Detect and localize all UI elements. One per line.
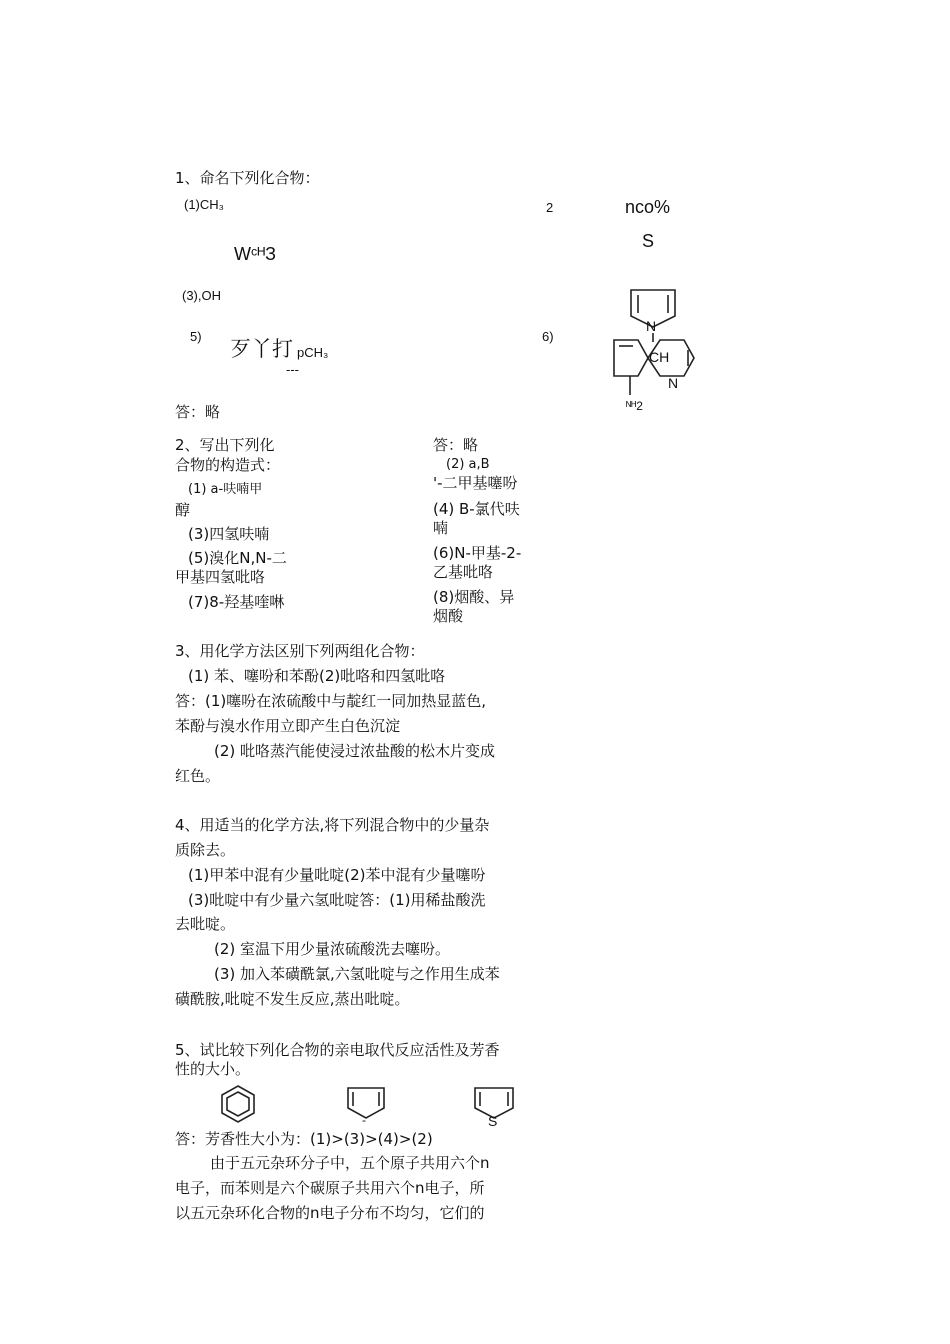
q3-answer-1-line1: 答：(1)噻吩在浓硫酸中与靛红一同加热显蓝色, [175,692,487,710]
q5-paragraph-line2: 电子，而苯则是六个碳原子共用六个n电子，所 [175,1179,485,1197]
q2-item-6-line1: (6)N-甲基-2- [433,544,522,562]
q5-paragraph-line3: 以五元杂环化合物的n电子分布不均匀，它们的 [175,1204,485,1222]
pyrrole-mark: - [362,1113,366,1127]
q1-compound-5-number: 5) [190,329,202,344]
q2-item-7: (7)8-羟基喹啉 [188,593,285,611]
q2-item-3: (3)四氢呋喃 [188,525,270,543]
q4-items-line1: (1)甲苯中混有少量吡啶(2)苯中混有少量噻吩 [188,866,486,884]
q3-answer-1-line2: 苯酚与溴水作用立即产生白色沉淀 [175,717,401,735]
q1-compound-1: (1)CH₃ [184,197,224,212]
quinoline-nitrogen-label: N [668,375,679,391]
q1-compound-2-text: nco% [625,197,671,217]
q4-title-line1: 4、用适当的化学方法,将下列混合物中的少量杂 [175,816,490,834]
q4-answer-2: (2) 室温下用少量浓硫酸洗去噻吩。 [214,940,451,958]
q5-paragraph-line1: 由于五元杂环分子中，五个原子共用六个n [210,1154,490,1172]
q1-compound-5-text: 歹丫打 [230,337,293,361]
q1-wch3-text: WᶜᴴЗ [234,244,276,264]
q1-answer: 答：略 [175,403,221,421]
q2-title-line1: 2、写出下列化 [175,436,275,454]
q1-compound-3: (3),OH [182,288,221,303]
q2-item-5-line2: 甲基四氢吡咯 [175,568,266,586]
q4-title-line2: 质除去。 [175,841,236,859]
q2-item-1-line1: (1) a-呋喃甲 [188,482,263,497]
q2-item-5-line1: (5)溴化N,N-二 [188,549,287,567]
q2-item-1-line2: 醇 [175,501,191,519]
pyrrole-nitrogen-label: N [646,318,657,334]
quinoline-pyrrole-structure [600,280,720,415]
q1-compound-2-number: 2 [546,200,554,215]
q2-item-6-line2: 乙基吡咯 [433,563,494,581]
q2-title-line2: 合物的构造式： [175,456,281,474]
ch-label: CH [649,349,670,365]
q1-title: 1、命名下列化合物： [175,169,320,187]
q5-title-line2: 性的大小。 [175,1060,251,1078]
q2-item-8-line2: 烟酸 [433,607,464,625]
q3-title: 3、用化学方法区别下列两组化合物： [175,642,425,660]
q2-item-2-line1: (2) a,B [446,457,490,472]
q2-item-4-line2: 喃 [433,519,449,537]
q2-item-8-line1: (8)烟酸、异 [433,588,515,606]
q4-items-line3: 去吡啶。 [175,915,236,933]
q1-compound-2-sulfur: S [642,231,655,251]
pyrrole-structure [344,1084,388,1127]
thiophene-sulfur-label: S [488,1113,498,1129]
q3-items: (1) 苯、噻吩和苯酚(2)吡咯和四氢吡咯 [188,667,446,685]
q3-answer-2-line2: 红色。 [175,767,221,785]
q2-item-2-line2: '-二甲基噻吩 [433,474,518,492]
q1-compound-6-number: 6) [542,329,554,344]
q5-title-line1: 5、试比较下列化合物的亲电取代反应活性及芳香 [175,1041,500,1059]
q4-answer-3-line1: (3) 加入苯磺酰氯,六氢吡啶与之作用生成苯 [214,965,500,983]
q2-item-4-line1: (4) B-氯代呋 [433,500,520,518]
q2-answer: 答：略 [433,436,479,454]
q1-compound-5-sub: pCH₃ [297,345,329,360]
q5-answer: 答：芳香性大小为：(1)>(3)>(4)>(2) [175,1130,433,1148]
q1-compound-5-dash: --- [286,362,299,377]
thiophene-structure [471,1084,517,1128]
q4-answer-3-line2: 磺酰胺,吡啶不发生反应,蒸出吡啶。 [175,990,410,1008]
q4-items-line2: (3)吡啶中有少量六氢吡啶答：(1)用稀盐酸洗 [188,891,486,909]
nh2-label: ᴺᴴ2 [626,399,643,413]
q3-answer-2-line1: (2) 吡咯蒸汽能使浸过浓盐酸的松木片变成 [214,742,496,760]
benzene-structure [218,1084,258,1124]
